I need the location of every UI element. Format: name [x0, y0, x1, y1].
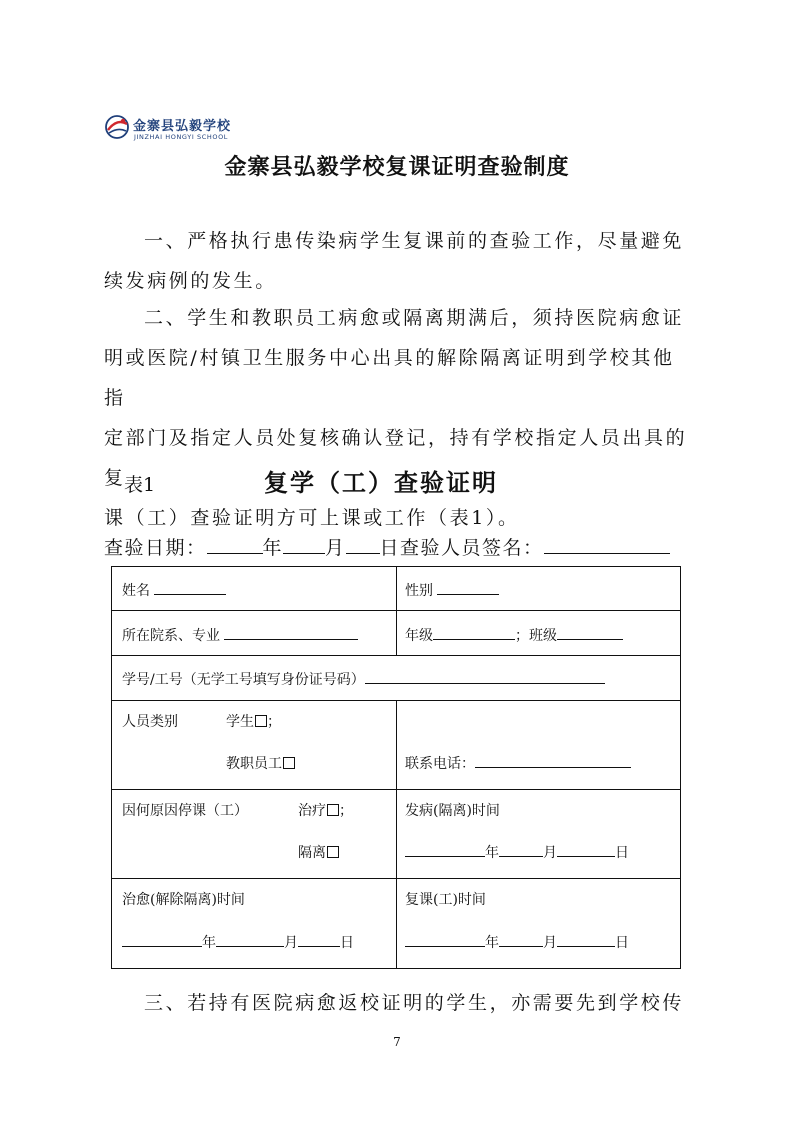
paragraph-line: 明或医院/村镇卫生服务中心出具的解除隔离证明到学校其他指 — [104, 347, 675, 409]
onset-month-field[interactable] — [499, 842, 543, 857]
day-label: 日 — [615, 845, 629, 861]
recovery-time-cell — [112, 879, 397, 969]
person-type-cell — [112, 701, 397, 790]
onset-time-label: 发病(隔离)时间 — [405, 803, 500, 819]
paragraph-line: 一、严格执行患传染病学生复课前的查验工作，尽量避免 — [144, 230, 685, 252]
table-caption: 表1 — [124, 474, 156, 496]
table-row — [112, 879, 681, 969]
checkbox-empty-icon[interactable] — [283, 757, 295, 769]
day-label: 日 — [615, 935, 629, 951]
paragraph-2 — [104, 298, 694, 538]
logo-name-en: JINZHAI HONGYI SCHOOL — [134, 133, 229, 141]
name-field[interactable] — [154, 580, 226, 595]
name-label: 姓名 — [122, 583, 150, 599]
separator: ； — [339, 803, 353, 819]
id-field[interactable] — [365, 669, 605, 684]
inspection-date-label: 查验日期： — [104, 537, 207, 559]
form-title: 复学（工）查验证明 — [264, 469, 498, 497]
resume-time-label: 复课(工)时间 — [405, 892, 486, 908]
grade-class-cell — [397, 611, 681, 656]
gender-cell — [397, 567, 681, 611]
year-label: 年 — [485, 935, 499, 951]
person-type-label: 人员类别 — [122, 714, 178, 730]
paragraph-line: 课（工）查验证明方可上课或工作（表1）。 — [104, 507, 520, 529]
dept-major-label: 所在院系、专业 — [122, 628, 220, 644]
phone-cell — [397, 701, 681, 790]
year-label: 年 — [485, 845, 499, 861]
inspection-date-line — [104, 533, 670, 560]
class-field[interactable] — [557, 625, 623, 640]
resume-month-field[interactable] — [499, 932, 543, 947]
student-label: 学生 — [226, 714, 254, 730]
staff-label: 教职员工 — [226, 756, 282, 772]
checkbox-empty-icon[interactable] — [255, 715, 267, 727]
phone-label: 联系电话： — [405, 756, 475, 772]
page-number: 7 — [393, 1035, 401, 1049]
onset-day-field[interactable] — [557, 842, 615, 857]
table-row — [112, 656, 681, 701]
day-label: 日 — [340, 935, 354, 951]
month-label: 月 — [284, 935, 298, 951]
resume-time-cell — [397, 879, 681, 969]
gender-field[interactable] — [437, 580, 499, 595]
logo-name-cn: 金寨县弘毅学校 — [133, 119, 232, 134]
recovery-day-field[interactable] — [298, 932, 340, 947]
verification-form-table — [111, 566, 681, 969]
paragraph-1 — [104, 221, 694, 301]
id-cell — [112, 656, 681, 701]
treatment-label: 治疗 — [298, 803, 326, 819]
recovery-year-field[interactable] — [122, 932, 202, 947]
paragraph-line: 二、学生和教职员工病愈或隔离期满后，须持医院病愈证 — [144, 307, 685, 329]
name-cell — [112, 567, 397, 611]
onset-time-cell — [397, 790, 681, 879]
onset-year-field[interactable] — [405, 842, 485, 857]
checkbox-empty-icon[interactable] — [327, 804, 339, 816]
recovery-month-field[interactable] — [216, 932, 284, 947]
paragraph-line: 三、若持有医院病愈返校证明的学生，亦需要先到学校传 — [144, 992, 685, 1014]
dept-major-field[interactable] — [224, 625, 358, 640]
dept-cell — [112, 611, 397, 656]
document-title: 金寨县弘毅学校复课证明查验制度 — [224, 155, 570, 180]
date-year-label: 年 — [262, 537, 284, 559]
grade-field[interactable] — [433, 625, 515, 640]
date-day-field[interactable] — [346, 535, 380, 554]
paragraph-line: 定部门及指定人员处复核确认登记，持有学校指定人员出具的复 — [104, 427, 688, 489]
resume-year-field[interactable] — [405, 932, 485, 947]
reason-cell — [112, 790, 397, 879]
paragraph-line: 续发病例的发生。 — [104, 270, 277, 292]
id-label: 学号/工号（无学工号填写身份证号码） — [122, 672, 365, 688]
date-day-signer-label: 日查验人员签名： — [379, 537, 544, 559]
school-logo — [103, 112, 243, 146]
month-label: 月 — [543, 935, 557, 951]
separator: ； — [267, 714, 281, 730]
inspector-signature-field[interactable] — [544, 535, 670, 554]
resume-day-field[interactable] — [557, 932, 615, 947]
grade-label: 年级 — [405, 628, 433, 644]
checkbox-empty-icon[interactable] — [327, 846, 339, 858]
gender-label: 性别 — [405, 583, 433, 599]
paragraph-3 — [104, 983, 694, 1023]
date-month-label: 月 — [325, 537, 346, 559]
table-row — [112, 611, 681, 656]
month-label: 月 — [543, 845, 557, 861]
date-month-field[interactable] — [283, 535, 325, 554]
table-row — [112, 567, 681, 611]
table-row — [112, 790, 681, 879]
year-label: 年 — [202, 935, 216, 951]
isolation-label: 隔离 — [298, 845, 326, 861]
table-row — [112, 701, 681, 790]
date-year-field[interactable] — [207, 535, 263, 554]
phone-field[interactable] — [475, 753, 631, 768]
class-label: ；班级 — [515, 628, 557, 644]
recovery-time-label: 治愈(解除隔离)时间 — [122, 892, 245, 908]
reason-label: 因何原因停课（工） — [122, 803, 248, 819]
school-emblem-icon — [103, 112, 131, 142]
